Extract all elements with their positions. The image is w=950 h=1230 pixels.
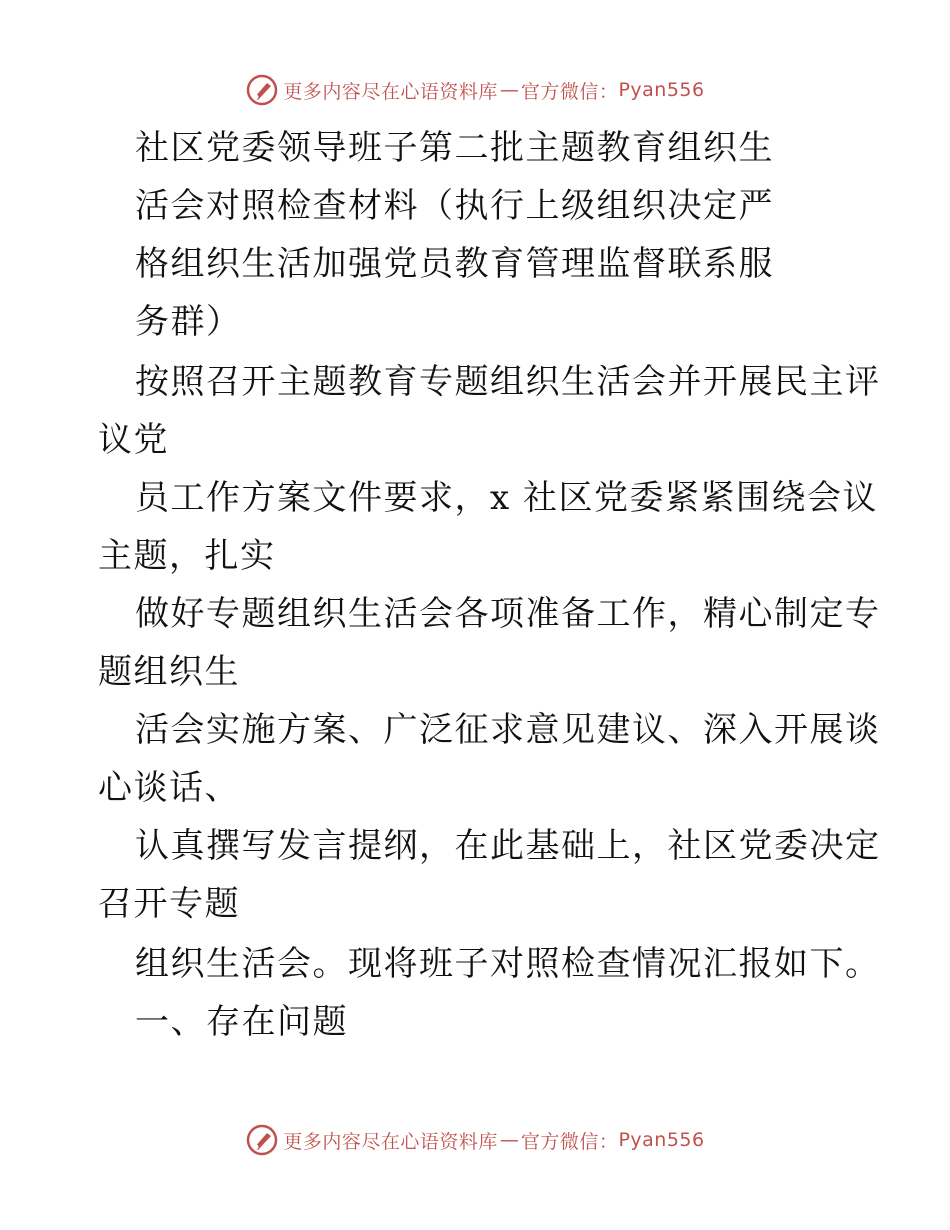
watermark-wechat-label: 官方微信： <box>520 1130 619 1153</box>
paragraph-line: 活会实施方案、广泛征求意见建议、深入开展谈 <box>135 710 881 750</box>
watermark-text: 更多内容尽在心语资料库 <box>283 1130 498 1153</box>
paragraph-line: 组织生活会。现将班子对照检查情况汇报如下。 <box>135 944 881 984</box>
paragraph-line: 主题，扎实 <box>98 536 276 576</box>
paragraph-line: 做好专题组织生活会各项准备工作，精心制定专 <box>135 594 881 634</box>
pen-logo-icon <box>245 1123 279 1157</box>
watermark-separator: — <box>499 1129 519 1151</box>
watermark-wechat-label: 官方微信： <box>520 80 619 103</box>
paragraph-line: 心谈话、 <box>98 768 240 808</box>
watermark-separator: — <box>499 79 519 101</box>
footer-watermark <box>0 1120 950 1160</box>
pen-logo-icon <box>245 73 279 107</box>
title-line: 社区党委领导班子第二批主题教育组织生 <box>135 128 774 168</box>
watermark-wechat-id: Pyan556 <box>618 1129 705 1151</box>
header-watermark <box>0 70 950 110</box>
title-line: 格组织生活加强党员教育管理监督联系服 <box>135 244 774 284</box>
watermark-text: 更多内容尽在心语资料库 <box>283 80 498 103</box>
paragraph-line: 员工作方案文件要求，x 社区党委紧紧围绕会议 <box>135 478 878 518</box>
watermark-wechat-id: Pyan556 <box>618 79 705 101</box>
paragraph-line: 认真撰写发言提纲，在此基础上，社区党委决定 <box>135 826 881 866</box>
paragraph-line: 按照召开主题教育专题组织生活会并开展民主评 <box>135 362 881 402</box>
paragraph-line: 召开专题 <box>98 884 240 924</box>
title-line: 活会对照检查材料（执行上级组织决定严 <box>135 186 774 226</box>
title-line: 务群） <box>135 302 242 342</box>
section-heading: 一、存在问题 <box>135 1002 348 1042</box>
paragraph-line: 题组织生 <box>98 652 240 692</box>
paragraph-line: 议党 <box>98 420 169 460</box>
